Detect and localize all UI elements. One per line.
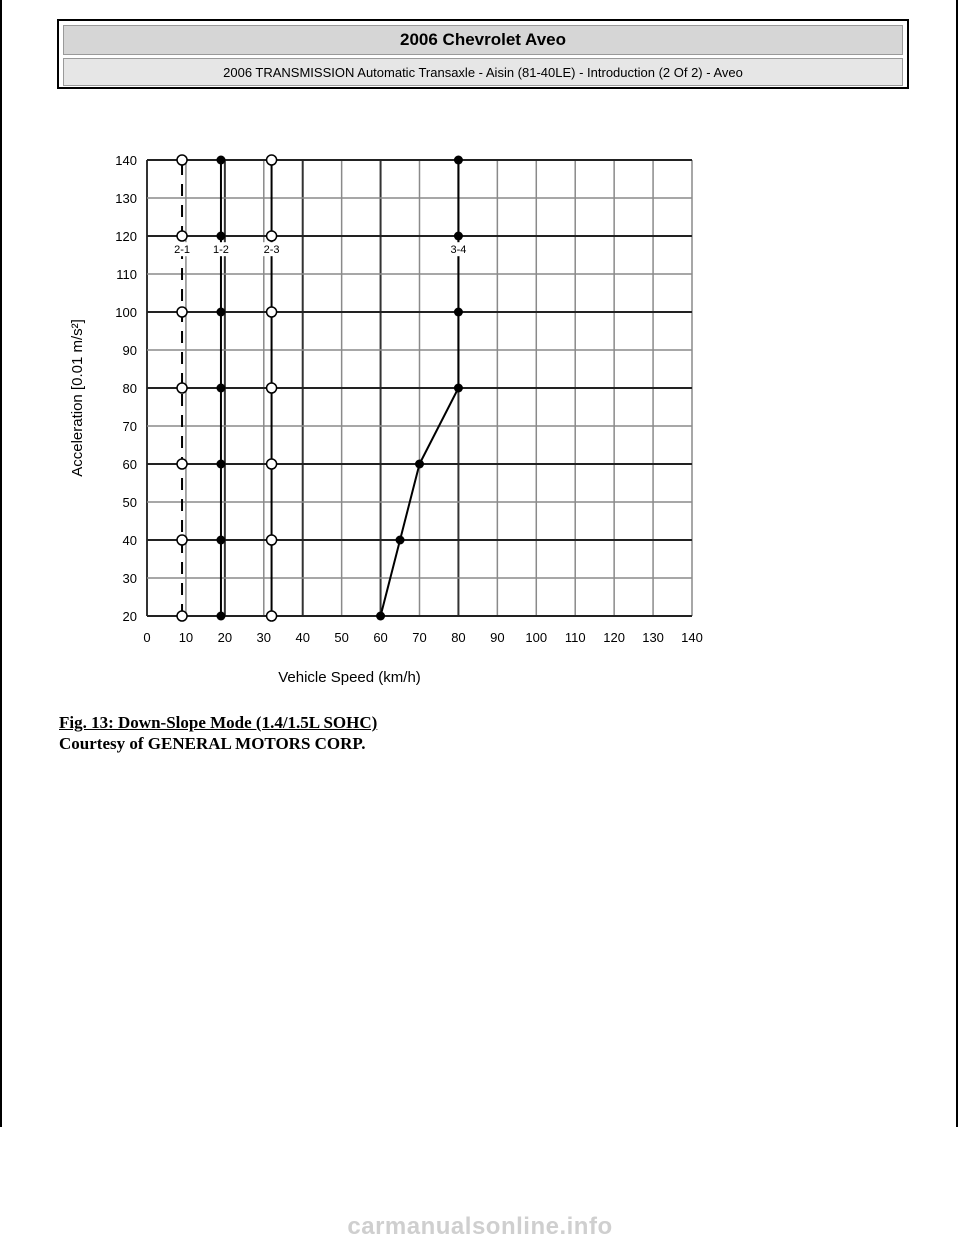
- x-tick-label: 90: [490, 630, 505, 645]
- filled-marker: [216, 460, 225, 469]
- x-tick-label: 110: [564, 630, 586, 645]
- y-tick-label: 140: [115, 153, 137, 168]
- open-marker: [177, 383, 187, 393]
- filled-marker: [454, 308, 463, 317]
- filled-marker: [216, 156, 225, 165]
- document-subtitle: 2006 TRANSMISSION Automatic Transaxle - Aisin (81-40LE) - Introduction (2 Of 2) - Aveo: [63, 58, 903, 86]
- x-tick-label: 20: [217, 630, 233, 645]
- filled-marker: [216, 308, 225, 317]
- y-tick-label: 20: [122, 609, 137, 624]
- filled-marker: [454, 156, 463, 165]
- open-marker: [177, 155, 187, 165]
- x-tick-label: 50: [334, 630, 349, 645]
- y-tick-label: 120: [115, 229, 137, 244]
- open-marker: [177, 459, 187, 469]
- open-marker: [267, 535, 277, 545]
- site-watermark: carmanualsonline.info: [347, 1213, 613, 1240]
- open-marker: [267, 459, 277, 469]
- document-title: 2006 Chevrolet Aveo: [63, 25, 903, 55]
- open-marker: [177, 231, 187, 241]
- x-tick-label: 60: [373, 630, 388, 645]
- filled-marker: [415, 460, 424, 469]
- x-axis-label: Vehicle Speed (km/h): [278, 669, 421, 686]
- x-tick-label: 130: [642, 630, 664, 645]
- open-marker: [267, 307, 277, 317]
- filled-marker: [216, 612, 225, 621]
- filled-marker: [396, 536, 405, 545]
- y-tick-label: 50: [122, 495, 137, 510]
- open-marker: [267, 231, 277, 241]
- open-marker: [177, 307, 187, 317]
- open-marker: [267, 155, 277, 165]
- y-tick-label: 30: [122, 571, 137, 586]
- figure-courtesy: Courtesy of GENERAL MOTORS CORP.: [59, 734, 366, 753]
- filled-marker: [454, 384, 463, 393]
- y-tick-label: 60: [122, 457, 137, 472]
- x-tick-label: 100: [525, 630, 548, 645]
- y-tick-label: 100: [115, 305, 137, 320]
- filled-marker: [216, 232, 225, 241]
- filled-marker: [376, 612, 385, 621]
- filled-marker: [454, 232, 463, 241]
- filled-marker: [216, 536, 225, 545]
- filled-marker: [216, 384, 225, 393]
- document-header: [57, 19, 909, 89]
- y-tick-label: 70: [122, 419, 137, 434]
- x-tick-label: 0: [143, 630, 151, 645]
- series-label-1-2: 1-2: [213, 244, 229, 257]
- x-tick-label: 70: [412, 630, 427, 645]
- series-label-2-3: 2-3: [263, 244, 280, 257]
- x-tick-label: 80: [451, 630, 466, 645]
- open-marker: [267, 383, 277, 393]
- x-tick-label: 10: [178, 630, 194, 645]
- open-marker: [177, 611, 187, 621]
- figure-caption-block: [59, 712, 377, 754]
- y-tick-label: 90: [122, 343, 137, 358]
- y-tick-label: 110: [116, 267, 137, 282]
- x-tick-label: 120: [603, 630, 625, 645]
- y-tick-label: 40: [122, 533, 137, 548]
- y-axis-label: Acceleration [0.01 m/s²]: [69, 319, 86, 477]
- series-label-3-4: 3-4: [450, 244, 467, 257]
- x-tick-label: 30: [256, 630, 272, 645]
- open-marker: [177, 535, 187, 545]
- figure-caption: Fig. 13: Down-Slope Mode (1.4/1.5L SOHC): [59, 713, 378, 732]
- x-tick-label: 140: [681, 630, 703, 645]
- y-tick-label: 80: [122, 381, 137, 396]
- shift-pattern-chart: [60, 140, 740, 700]
- x-tick-label: 40: [295, 630, 310, 645]
- series-label-2-1: 2-1: [174, 244, 190, 257]
- open-marker: [267, 611, 277, 621]
- y-tick-label: 130: [115, 191, 137, 206]
